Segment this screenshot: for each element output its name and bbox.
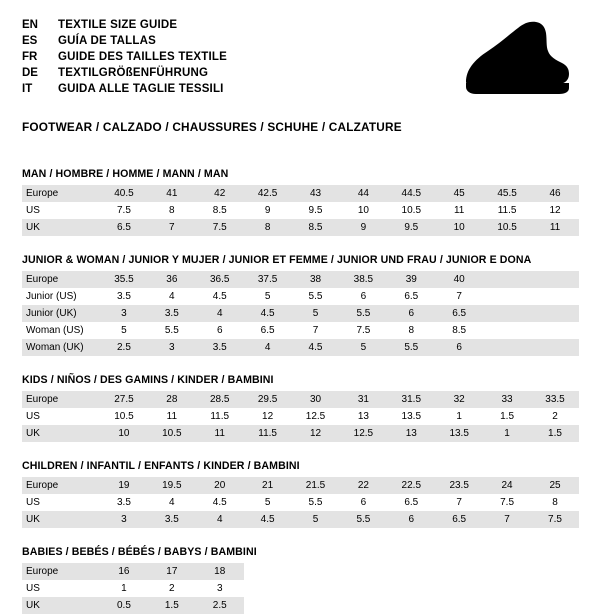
cell: 3 bbox=[100, 305, 148, 322]
cell: 4.5 bbox=[196, 494, 244, 511]
cell: 1.5 bbox=[148, 597, 196, 614]
cell bbox=[483, 322, 531, 339]
cell: 6 bbox=[387, 511, 435, 528]
table-row bbox=[22, 408, 579, 425]
size-table-babies bbox=[22, 563, 579, 614]
cell: 17 bbox=[148, 563, 196, 580]
cell: 6.5 bbox=[100, 219, 148, 236]
cell: 1.5 bbox=[531, 425, 579, 442]
cell: 11 bbox=[531, 219, 579, 236]
row-label: UK bbox=[22, 425, 100, 442]
cell: 18 bbox=[196, 563, 244, 580]
row-label: Junior (UK) bbox=[22, 305, 100, 322]
row-label: Junior (US) bbox=[22, 288, 100, 305]
cell: 7.5 bbox=[196, 219, 244, 236]
cell-empty bbox=[292, 563, 340, 580]
row-label: Woman (US) bbox=[22, 322, 100, 339]
cell: 5 bbox=[100, 322, 148, 339]
cell: 12 bbox=[531, 202, 579, 219]
cell: 7.5 bbox=[531, 511, 579, 528]
section-kids bbox=[22, 374, 578, 442]
row-label: Europe bbox=[22, 185, 100, 202]
cell: 5.5 bbox=[292, 494, 340, 511]
cell-empty bbox=[339, 580, 387, 597]
cell: 6 bbox=[435, 339, 483, 356]
cell: 19.5 bbox=[148, 477, 196, 494]
table-row bbox=[22, 185, 579, 202]
cell: 10.5 bbox=[387, 202, 435, 219]
cell: 32 bbox=[435, 391, 483, 408]
cell: 4.5 bbox=[244, 305, 292, 322]
cell: 3 bbox=[148, 339, 196, 356]
cell: 8 bbox=[148, 202, 196, 219]
cell: 11 bbox=[148, 408, 196, 425]
cell bbox=[483, 339, 531, 356]
cell bbox=[531, 288, 579, 305]
cell: 30 bbox=[292, 391, 340, 408]
row-label: US bbox=[22, 580, 100, 597]
cell: 9 bbox=[244, 202, 292, 219]
table-row bbox=[22, 563, 579, 580]
language-row bbox=[22, 50, 227, 65]
dress-shoe-icon bbox=[370, 20, 570, 106]
cell: 39 bbox=[387, 271, 435, 288]
cell: 7 bbox=[292, 322, 340, 339]
section-children bbox=[22, 460, 578, 528]
cell: 12 bbox=[244, 408, 292, 425]
language-title: GUÍA DE TALLAS bbox=[58, 35, 156, 47]
cell: 36 bbox=[148, 271, 196, 288]
cell-empty bbox=[244, 580, 292, 597]
cell: 4.5 bbox=[244, 511, 292, 528]
cell: 1 bbox=[435, 408, 483, 425]
cell: 3.5 bbox=[148, 305, 196, 322]
language-title: TEXTILE SIZE GUIDE bbox=[58, 19, 178, 31]
row-label: US bbox=[22, 494, 100, 511]
section-title: KIDS / NIÑOS / DES GAMINS / KINDER / BAMBINI bbox=[22, 374, 274, 386]
table-row bbox=[22, 391, 579, 408]
cell: 29.5 bbox=[244, 391, 292, 408]
row-label: UK bbox=[22, 597, 100, 614]
cell: 5.5 bbox=[339, 305, 387, 322]
cell: 11.5 bbox=[196, 408, 244, 425]
cell: 22.5 bbox=[387, 477, 435, 494]
cell: 11.5 bbox=[244, 425, 292, 442]
cell: 4 bbox=[148, 288, 196, 305]
cell: 28.5 bbox=[196, 391, 244, 408]
cell: 40.5 bbox=[100, 185, 148, 202]
cell: 43 bbox=[292, 185, 340, 202]
table-row bbox=[22, 271, 579, 288]
row-label: Woman (UK) bbox=[22, 339, 100, 356]
cell-empty bbox=[244, 563, 292, 580]
language-row bbox=[22, 34, 227, 49]
cell: 6.5 bbox=[387, 288, 435, 305]
row-label: Europe bbox=[22, 391, 100, 408]
category-line: FOOTWEAR / CALZADO / CHAUSSURES / SCHUHE / CALZATURE bbox=[22, 120, 402, 134]
row-label: Europe bbox=[22, 271, 100, 288]
cell-empty bbox=[483, 563, 531, 580]
page-header bbox=[22, 18, 578, 106]
cell: 1 bbox=[483, 425, 531, 442]
cell: 42.5 bbox=[244, 185, 292, 202]
cell: 3.5 bbox=[196, 339, 244, 356]
row-label: Europe bbox=[22, 563, 100, 580]
cell-empty bbox=[387, 580, 435, 597]
size-table-junior-woman bbox=[22, 271, 579, 356]
cell: 6.5 bbox=[387, 494, 435, 511]
cell: 45.5 bbox=[483, 185, 531, 202]
section-title: BABIES / BEBÉS / BÉBÉS / BABYS / BAMBINI bbox=[22, 546, 257, 558]
size-table-kids bbox=[22, 391, 579, 442]
cell: 35.5 bbox=[100, 271, 148, 288]
cell: 9.5 bbox=[292, 202, 340, 219]
language-title: GUIDA ALLE TAGLIE TESSILI bbox=[58, 83, 224, 95]
cell: 1.5 bbox=[483, 408, 531, 425]
cell: 21.5 bbox=[292, 477, 340, 494]
table-row bbox=[22, 580, 579, 597]
table-row bbox=[22, 494, 579, 511]
language-row bbox=[22, 82, 227, 97]
cell: 13 bbox=[339, 408, 387, 425]
cell: 10 bbox=[100, 425, 148, 442]
table-row bbox=[22, 339, 579, 356]
cell: 11.5 bbox=[483, 202, 531, 219]
cell: 24 bbox=[483, 477, 531, 494]
cell-empty bbox=[531, 580, 579, 597]
cell: 10.5 bbox=[100, 408, 148, 425]
cell-empty bbox=[531, 563, 579, 580]
cell: 5.5 bbox=[339, 511, 387, 528]
table-row bbox=[22, 425, 579, 442]
row-label: US bbox=[22, 408, 100, 425]
cell: 4 bbox=[244, 339, 292, 356]
cell-empty bbox=[483, 580, 531, 597]
cell-empty bbox=[435, 580, 483, 597]
cell: 7.5 bbox=[483, 494, 531, 511]
cell: 42 bbox=[196, 185, 244, 202]
cell bbox=[531, 271, 579, 288]
cell: 21 bbox=[244, 477, 292, 494]
cell: 40 bbox=[435, 271, 483, 288]
size-table-man bbox=[22, 185, 579, 236]
cell: 5 bbox=[339, 339, 387, 356]
cell: 10.5 bbox=[483, 219, 531, 236]
cell: 33.5 bbox=[531, 391, 579, 408]
cell: 8 bbox=[387, 322, 435, 339]
cell-empty bbox=[292, 580, 340, 597]
table-row bbox=[22, 219, 579, 236]
table-row bbox=[22, 322, 579, 339]
cell: 44 bbox=[339, 185, 387, 202]
cell: 28 bbox=[148, 391, 196, 408]
cell: 45 bbox=[435, 185, 483, 202]
language-code: EN bbox=[22, 19, 38, 31]
table-row bbox=[22, 477, 579, 494]
cell: 6.5 bbox=[435, 305, 483, 322]
cell: 4.5 bbox=[292, 339, 340, 356]
language-code: FR bbox=[22, 51, 38, 63]
cell: 2.5 bbox=[196, 597, 244, 614]
cell: 8.5 bbox=[435, 322, 483, 339]
cell: 27.5 bbox=[100, 391, 148, 408]
table-row bbox=[22, 511, 579, 528]
cell: 13 bbox=[387, 425, 435, 442]
section-junior-woman bbox=[22, 254, 578, 356]
language-row bbox=[22, 18, 227, 33]
language-code: ES bbox=[22, 35, 38, 47]
cell: 5 bbox=[292, 305, 340, 322]
cell bbox=[483, 305, 531, 322]
cell bbox=[531, 305, 579, 322]
cell: 6.5 bbox=[244, 322, 292, 339]
cell: 5 bbox=[244, 288, 292, 305]
cell: 2.5 bbox=[100, 339, 148, 356]
cell: 13.5 bbox=[435, 425, 483, 442]
cell bbox=[531, 322, 579, 339]
cell: 3.5 bbox=[148, 511, 196, 528]
cell: 12.5 bbox=[339, 425, 387, 442]
cell: 7.5 bbox=[339, 322, 387, 339]
table-row bbox=[22, 202, 579, 219]
language-code: DE bbox=[22, 67, 38, 79]
cell: 5.5 bbox=[292, 288, 340, 305]
cell: 13.5 bbox=[387, 408, 435, 425]
cell: 4 bbox=[148, 494, 196, 511]
cell: 46 bbox=[531, 185, 579, 202]
cell: 25 bbox=[531, 477, 579, 494]
cell: 2 bbox=[531, 408, 579, 425]
cell: 31.5 bbox=[387, 391, 435, 408]
cell: 4 bbox=[196, 511, 244, 528]
cell: 20 bbox=[196, 477, 244, 494]
cell: 4 bbox=[196, 305, 244, 322]
cell: 23.5 bbox=[435, 477, 483, 494]
cell: 6 bbox=[339, 288, 387, 305]
cell-empty bbox=[387, 563, 435, 580]
cell: 33 bbox=[483, 391, 531, 408]
language-code: IT bbox=[22, 83, 33, 95]
row-label: Europe bbox=[22, 477, 100, 494]
cell: 8 bbox=[244, 219, 292, 236]
language-title-list bbox=[22, 18, 227, 97]
cell: 19 bbox=[100, 477, 148, 494]
cell: 36.5 bbox=[196, 271, 244, 288]
cell: 5.5 bbox=[387, 339, 435, 356]
cell bbox=[483, 288, 531, 305]
cell: 3.5 bbox=[100, 494, 148, 511]
cell: 6 bbox=[196, 322, 244, 339]
cell: 7.5 bbox=[100, 202, 148, 219]
cell: 31 bbox=[339, 391, 387, 408]
row-label: US bbox=[22, 202, 100, 219]
cell: 9 bbox=[339, 219, 387, 236]
cell: 37.5 bbox=[244, 271, 292, 288]
cell: 7 bbox=[435, 288, 483, 305]
cell: 11 bbox=[435, 202, 483, 219]
cell bbox=[483, 271, 531, 288]
cell-empty bbox=[339, 563, 387, 580]
cell: 38 bbox=[292, 271, 340, 288]
cell-empty bbox=[435, 563, 483, 580]
cell: 4.5 bbox=[196, 288, 244, 305]
cell: 3 bbox=[100, 511, 148, 528]
cell: 6 bbox=[387, 305, 435, 322]
cell: 10 bbox=[339, 202, 387, 219]
section-title: MAN / HOMBRE / HOMME / MANN / MAN bbox=[22, 168, 229, 180]
cell: 12 bbox=[292, 425, 340, 442]
cell: 44.5 bbox=[387, 185, 435, 202]
table-row bbox=[22, 305, 579, 322]
cell: 10 bbox=[435, 219, 483, 236]
section-babies bbox=[22, 546, 578, 614]
cell: 8 bbox=[531, 494, 579, 511]
size-table-children bbox=[22, 477, 579, 528]
cell: 2 bbox=[148, 580, 196, 597]
cell: 5 bbox=[244, 494, 292, 511]
cell: 3.5 bbox=[100, 288, 148, 305]
row-label: UK bbox=[22, 219, 100, 236]
row-label: UK bbox=[22, 511, 100, 528]
cell: 12.5 bbox=[292, 408, 340, 425]
cell: 11 bbox=[196, 425, 244, 442]
cell: 16 bbox=[100, 563, 148, 580]
cell: 0.5 bbox=[100, 597, 148, 614]
cell: 22 bbox=[339, 477, 387, 494]
language-row bbox=[22, 66, 227, 81]
cell: 5.5 bbox=[148, 322, 196, 339]
language-title: GUIDE DES TAILLES TEXTILE bbox=[58, 51, 227, 63]
section-man bbox=[22, 168, 578, 236]
cell: 7 bbox=[483, 511, 531, 528]
cell: 1 bbox=[100, 580, 148, 597]
cell: 41 bbox=[148, 185, 196, 202]
cell: 5 bbox=[292, 511, 340, 528]
cell: 7 bbox=[435, 494, 483, 511]
cell: 38.5 bbox=[339, 271, 387, 288]
cell: 8.5 bbox=[196, 202, 244, 219]
cell: 7 bbox=[148, 219, 196, 236]
language-title: TEXTILGRÖßENFÜHRUNG bbox=[58, 67, 209, 79]
cell bbox=[531, 339, 579, 356]
cell: 6 bbox=[339, 494, 387, 511]
section-title: CHILDREN / INFANTIL / ENFANTS / KINDER / BAMBINI bbox=[22, 460, 300, 472]
table-row bbox=[22, 288, 579, 305]
section-title: JUNIOR & WOMAN / JUNIOR Y MUJER / JUNIOR ET FEMME / JUNIOR UND FRAU / JUNIOR E DONA bbox=[22, 254, 532, 266]
cell: 8.5 bbox=[292, 219, 340, 236]
cell: 6.5 bbox=[435, 511, 483, 528]
cell: 3 bbox=[196, 580, 244, 597]
cell: 9.5 bbox=[387, 219, 435, 236]
cell: 10.5 bbox=[148, 425, 196, 442]
